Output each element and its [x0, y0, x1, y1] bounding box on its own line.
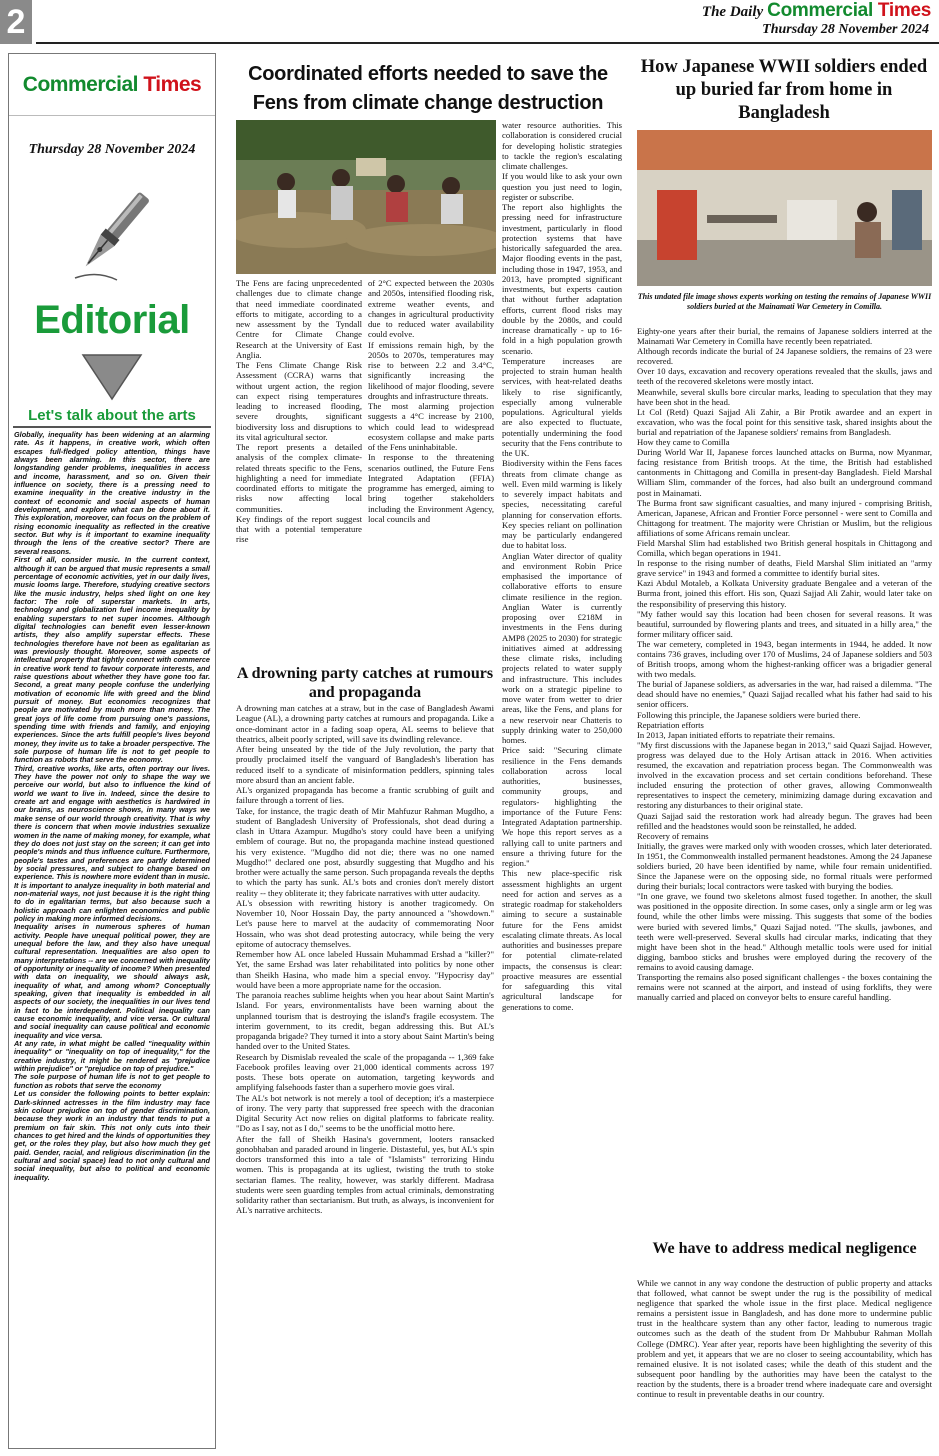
brand-red: Times	[143, 72, 202, 96]
medical-body	[637, 1278, 932, 1448]
japanese-paragraph: Quazi Sajjad said the restoration work had already begun. The graves had been refilled and the headstones would soon be reinstalled, he added.	[637, 810, 932, 831]
japanese-paragraph: Following this principle, the Japanese soldiers were buried there.	[637, 709, 861, 720]
editorial-rule	[13, 426, 211, 428]
drowning-paragraph: Take, for instance, the tragic death of Mir Mahfuzur Rahman Mugdho, a student of Bangladesh University of Professionals, shot dead during a clash in Uttara Azampur. Mugdho's story could have been a unifying emblem of courage. But no, the propaganda machine instead questioned his very existence. "Mugdho did not die; there was no one named Mugdho!" declared one post, absurdly suggesting that Mugdho and his brother were actually the same person. Such propaganda reveals the depths to which the party has sunk. AL's bots and cronies don't merely distort reality -- they obliterate it; they fabricate narratives with utter audacity.	[236, 805, 494, 898]
japanese-paragraph: "In one grave, we found two skeletons almost fused together. In another, the skull was positioned in the opposite direction. In some cases, only a single arm or leg was found, while the other limbs were missing. This suggests that some of the bodies were buried with severed limbs," Quazi Sajjad noted. "The skulls, jawbones, and teeth were well-preserved. Several skulls had circular marks, indicating that they might have been shot in the head." Although metallic tools were used for initial digging, bamboo sticks and brushes were employed during the recovery of the remains to avoid causing damage.	[637, 891, 932, 972]
drowning-paragraph: AL's organized propaganda has become a frantic scrubbing of guilt and failure through a torrent of lies.	[236, 785, 494, 806]
japanese-paragraph: Initially, the graves were marked only with wooden crosses, which later deteriorated. In 1951, the Commonwealth installed permanent headstones. Among the 24 Japanese soldiers buried, 20 have been identified by name, while four remain unidentified. Since the Japanese were on the opposing side, no formal rituals were performed during their burials; local contractors were tasked with burying the bodies.	[637, 840, 932, 892]
masthead-name-green: Commercial	[767, 0, 873, 21]
japanese-body	[637, 326, 932, 1236]
down-arrow-icon	[81, 353, 143, 401]
japanese-paragraph: "My first discussions with the Japanese began in 2013," said Quazi Sajjad. However, progress was delayed due to the Holy Artisan attack in 2016. When activities resumed, the excavation and repatriation process began. The Commonwealth was involved in the excavation process and set certain conditions beforehand. These included ensuring the protection of other graves, allowing Commonwealth representatives to inspect the cemetery, minimizing damage during excavation and restoring any disturbances to their original state.	[637, 739, 932, 811]
fens-paragraph: of 2°C expected between the 2030s and 2050s, intensified flooding risk, extreme weather events, and changes in agricultural productivity due to reduced water availability could evolve.	[368, 278, 494, 340]
drowning-paragraph: After the fall of Sheikh Hasina's government, looters ransacked gonobhaban and paraded around in lingerie. Distasteful, yes, but AL's spin doctors transformed this into a tale of "Islamists" terrorizing Hindu women. This is propaganda at its ugliest, twisting the truth to stoke sectarian flames. The reality, however, was starkly different. Madrasa students were seen guarding temples from actual criminals, demonstrating solidarity rather than sectarianism. But truth, as always, is inconvenient for AL's narrative architects.	[236, 1133, 494, 1216]
fens-paragraph: The report presents a detailed analysis of the complex climate-related threats specific to the Fens, highlighting a need for immediate coordinated efforts to mitigate the risks now affecting local communities.	[236, 442, 362, 514]
japanese-paragraph: During World War II, Japanese forces launched attacks on Burma, now Myanmar, facing resistance from British troops. At the time, the British had established cantonments in Chittagong and Comilla in present-day Bangladesh. Field Marshal William Slim, commander of the forces, had also built an underground command post in Mainamati.	[637, 447, 932, 498]
drowning-paragraph: Research by Dismislab revealed the scale of the propaganda -- 1,369 fake Facebook profiles leaving over 21,000 identical comments across 197 posts. These bots operate on automation, targeting keywords and amplifying falsehoods faster than a superhero movie goes viral.	[236, 1051, 494, 1093]
masthead-name	[767, 0, 931, 21]
fens-paragraph: If you would like to ask your own question you just need to login, register or subscribe.	[502, 171, 622, 202]
editorial-paragraph: The sole purpose of human life is not to get people to function as robots that serve the economy	[14, 1072, 210, 1090]
drowning-headline: A drowning party catches at rumours and propaganda	[236, 665, 494, 701]
brand-green: Commercial	[22, 72, 139, 96]
medical-headline: We have to address medical negligence	[652, 1240, 917, 1257]
editorial-paragraph: Let us consider the following points to better explain: Dark-skinned actresses in the film industry may face skin colour prejudice on top of gender discrimination, because they work in an industry that tends to put a premium on fair skin. This not only cuts into their chances to get hired and the kinds of opportunities they get, or the roles they play, but also how much they get paid. Gender, racial, and religious discrimination (in the cultural and social space) lead to not only cultural and social inequality, but also to political and economic inequality.	[14, 1089, 210, 1182]
editorial-body	[9, 431, 215, 1182]
drowning-body	[236, 703, 494, 1445]
japanese-paragraph: Over 10 days, excavation and recovery operations revealed that the skulls, jaws and teeth of the recovered skeletons were mostly intact.	[637, 366, 932, 387]
japanese-paragraph: "My father would say this location had been chosen for several reasons. It was beautiful, surrounded by flowering plants and trees, and situated in a hilly area," the former military officer said.	[637, 608, 932, 639]
editorial-date: Thursday 28 November 2024	[28, 142, 196, 157]
editorial-paragraph: Globally, inequality has been widening at an alarming rate. As it happens, in creative work, which often escapes full-fledged policy attention, things have always been alarming. In this sector, there are longstanding gender problems, inequalities in access and income, harassment, and so on. Given their influence on society, there is a pressing need to examine inequality in the creative industry in the context of economic and social aspects of human development, and explore what can be done about it. This exploration, moreover, can focus on the problem of rising economic inequality as reflected in the creative sector. But why is it important to examine inequality through the lens of the creative sector? There are several reasons.	[14, 430, 210, 556]
fens-paragraph: The report also highlights the pressing need for infrastructure investment, particularly in flood protection systems that have historically safeguarded the area. Major flooding events in the past, including those in 1947, 1953, and 2013, have prompted significant investments, but experts caution that without further adaptation efforts, current flood risks may double by the 2080s, and could increase dramatically - up to 16-fold in a high population growth scenario.	[502, 202, 622, 356]
japanese-paragraph: Recovery of remains	[637, 830, 709, 841]
fens-column-2	[368, 278, 494, 664]
editorial-paragraph: Third, creative works, like arts, often portray our lives. They have the power not only to shape the way we perceive our world, but also to influence the kind of world we want to live in. Indeed, since the desire to create art and engage with aesthetics is hardwired in our brains, as neuroscience shows, in many ways we make sense of our world through creativity. That is why there is concern that when movie industries sexualize women in the name of making money, for example, what they do does not just stay on the screen; it can get into people's minds and thus influence culture. Furthermore, people's tastes and preferences are partly determined by social pressures, and subject to change based on experience. This is nowhere more evident than in music. It is important to analyze inequality in both material and non-material ways, not just because it is the right thing to do in egalitarian terms, but also because such a holistic approach can enlighten economics and public policy in making more informed decisions.	[14, 763, 210, 923]
fens-paragraph: The Fens are facing unprecedented challenges due to climate change that need immediate coordinated efforts to mitigate, according to a new assessment by the Tyndall Centre for Climate Change Research at the University of East Anglia.	[236, 278, 362, 360]
fens-headline: Coordinated efforts needed to save the Fens from climate change destruction	[248, 63, 608, 114]
japanese-paragraph: In response to the rising number of deaths, Field Marshal Slim initiated an "army grave service" in 1943 and formed a committee to identify burial sites.	[637, 558, 932, 579]
drowning-paragraph: Remember how AL once labeled Hussain Muhammad Ershad a "killer?" Yet, the same Ershad was later rehabilitated into politics by none other than Sheikh Hasina, who made him a special envoy. "Hypocrisy day" would have been a more appropriate name for the occasion.	[236, 949, 494, 990]
japanese-paragraph: How they came to Comilla	[637, 437, 730, 448]
japanese-paragraph: Eighty-one years after their burial, the remains of Japanese soldiers interred at the Mainamati War Cemetery in Comilla have recently been repatriated.	[637, 326, 932, 347]
fens-paragraph: If emissions remain high, by the 2050s to 2070s, temperatures may rise to between 2.2 and 3.4°C, significantly increasing the likelihood of major flooding, severe droughts and infrastructure threats.	[368, 339, 494, 401]
fens-paragraph: Biodiversity within the Fens faces threats from climate change as well. Even mild warming is likely to severely impact habitats and species, necessitating careful planning for conservation efforts. Key species reliant on pollination may be particularly endangered due to habitat loss.	[502, 458, 622, 551]
japanese-paragraph: Kazi Abdul Motaleb, a Kolkata University graduate Bengalee and a veteran of the Burma front, joined this effort. His son, Quazi Sajjad Ali Zahir, would later take on the responsibility of preserving this history.	[637, 578, 932, 609]
drowning-paragraph: A drowning man catches at a straw, but in the case of Bangladesh Awami League (AL), a drowning party catches at rumours and propaganda. Like a once-dominant actor in a fading soap opera, AL seems to believe that theatrics, albeit poorly scripted, will save its dwindling relevance.	[236, 703, 494, 744]
editorial-headline: Let's talk about the arts	[28, 407, 196, 424]
japanese-paragraph: Transporting the remains also posed significant challenges - the boxes containing the remains were not scanned at the airport, and instead of using forklifts, they were manually carried and placed on conveyor belts to ensure careful handling.	[637, 972, 932, 1003]
masthead	[702, 0, 931, 22]
medical-paragraph: While we cannot in any way condone the destruction of public property and attacks that followed, what cannot be swept under the rug is the possibility of medical negligence that sparked the whole issue in the first place. Medical negligence remains a persistent issue in Bangladesh, and has done more to undermine public trust in the healthcare system than any other factor, leading to numerous tragic outcomes such as the death of the student from Dr Mahbubur Rahman Mollah College (DMRC). Year after year, reports have been highlighting the severity of this problem and yet, it appears that we are no closer to seeing accountability, which has remained elusive. It is not isolated cases; while the death of this student and the subsequent poor handling by the authorities may have been the catalyst to the reaction by the students, there is a broader trend where inadequate care and oversight continue to result in preventable deaths in our country.	[637, 1278, 932, 1400]
fens-paragraph: Price said: "Securing climate resilience in the Fens demands collaboration across local authorities, businesses, community groups, and regulators- highlighting the importance of the Future Fens: Integrated Adaptation partnership. We hope this report serves as a rallying call to unite partners and ensure a thriving future for the region."	[502, 745, 622, 868]
fens-paragraph: Anglian Water director of quality and environment Robin Price emphasised the importance of collaborative efforts to ensure climate resilience in the region. Anglian Water is currently proposing over £218M in investments in the Fens during AMP8 (2025 to 2030) for strategic initiatives aimed at addressing these climate risks, including projects related to water supply and infrastructure. This includes work on a strategic pipeline to move water from wetter to drier areas, like the Fens, and plans for a new reservoir near Chatteris to supply drinking water to 250,000 homes.	[502, 550, 622, 745]
japanese-paragraph: Although records indicate the burial of 24 Japanese soldiers, the remains of 23 were recovered.	[637, 346, 932, 367]
fens-paragraph: The most alarming projection suggests a 4°C increase by 2100, which could lead to widespread ecosystem collapse and make parts of the Fens uninhabitable.	[368, 401, 494, 452]
editorial-brand-bar	[9, 54, 215, 116]
fens-paragraph: This new place-specific risk assessment highlights an urgent need for action and serves as a strategic roadmap for stakeholders aiming to secure a sustainable future for the Fens amidst escalating climate threats. As local authorities and businesses prepare for potential climate-related impacts, the consensus is clear: proactive measures are essential for safeguarding this vital agricultural landscape for generations to come.	[502, 868, 622, 1012]
flood-photo	[236, 120, 496, 274]
japanese-photo-caption: This undated file image shows experts working on testing the remains of Japanese WWII soldiers buried at the Mainamati War Cemetery in Comilla.	[637, 292, 932, 311]
masthead-name-red: Times	[877, 0, 931, 21]
editorial-paragraph: Inequality arises in numerous spheres of human activity. People have unequal political power, they are unequal before the law, and they also have unequal cultural representation. Inequalities are also open to many interpretations -- are we concerned with inequality of opportunity or inequality of income? When presented with data on inequality, we should always ask, inequality of what, and among whom? Conceptually speaking, given that inequality is embedded in all aspects of our society, the inequalities in our lives tend in fact to be interdependent. Political inequality can cause economic inequality, and vice versa. Or cultural and social inequality can cause political and economic inequality and vice versa.	[14, 922, 210, 1040]
japanese-paragraph: In 2013, Japan initiated efforts to repatriate their remains.	[637, 729, 835, 740]
editorial-column	[8, 53, 216, 1449]
japanese-paragraph: Lt Col (Retd) Quazi Sajjad Ali Zahir, a Bir Protik awardee and an expert in excavation, who was the focal point for this sensitive task, shared insights about the burial and repatriation of the Japanese soldiers' remains from Bangladesh.	[637, 406, 932, 437]
masthead-daily: The Daily	[701, 4, 764, 20]
drowning-paragraph: The paranoia reaches sublime heights when you hear about Saint Martin's Island. For years, environmentalists have been warning about the unplanned tourism that is destroying the island's fragile ecosystem. The interim government, to its credit, began addressing this. But AL's propaganda brigade? They turned it into a story about Saint Martin's being handed over to the United States.	[236, 990, 494, 1052]
fens-column-1	[236, 278, 362, 664]
editorial-paragraph: At any rate, in what might be called "inequality within inequality" or "inequality on top of inequality," for the creative industry, it might be rendered as "prejudice within prejudice" or "prejudice on top of prejudice."	[14, 1039, 210, 1074]
excavation-tent-photo	[637, 130, 932, 286]
editorial-section-title: Editorial	[34, 298, 190, 342]
page-number: 2	[0, 0, 32, 44]
japanese-paragraph: Field Marshal Slim had established two British general hospitals in Chittagong and Comilla, which began operations in 1941.	[637, 537, 932, 559]
japanese-headline: How Japanese WWII soldiers ended up buried far from home in Bangladesh	[640, 57, 928, 123]
fens-paragraph: water resource authorities. This collaboration is considered crucial for developing holistic strategies to tackle the region's escalating climate challenges.	[502, 120, 622, 171]
masthead-date: Thursday 28 November 2024	[762, 22, 929, 37]
japanese-paragraph: The burial of Japanese soldiers, as adversaries in the war, had raised a dilemma. "The dead should have no enemies," Quazi Sajjad recalled what his father had said to his senior officers.	[637, 679, 932, 710]
editorial-brand-logo	[23, 73, 201, 97]
editorial-paragraph: First of all, consider music. In the current context, although it can be argued that music represents a small percentage of economic activities, yet in our daily lives, music looms large. Therefore, studying creative sectors like the music industry, helps shed light on one key factor: The role of superstar markets. In arts, technology and globalization fuel income inequality by enabling superstars to net super incomes. Although digital technologies can benefit even lesser-known artists, they also amplify superstar effects. These technologies therefore have not been as egalitarian as was previously thought. Moreover, some aspects of intellectual property that tightly connect with commerce in creative work tend to favour corporate interests, and raise questions about whether they have gone too far. Second, a great many people confuse the underlying motivation of economic life with greed and the blind pursuit of money. But economics recognizes that people are motivated by much more than money. The great joys of life come from pursuing one's passions, spending time with friends and family, and enjoying experiences. Since the arts fulfill people's lives beyond money, they invite us to take a broader perspective. The sole purpose of human life is not to get people to function as robots that serve the economy.	[14, 555, 210, 765]
drowning-paragraph: After being unseated by the tide of the July revolution, the party that proudly proclaimed itself the vanguard of Bangladesh's liberation has reduced itself to a syndicate of misinformation peddlers, spinning tales more absurd than an ancient fable.	[236, 744, 494, 785]
japanese-paragraph: The Burma front saw significant casualties, and many injured - comprising British, American, Japanese, African and Frontier Force personnel - were sent to Comilla and Chittagong for treatment. The majority were Christian or Muslim, but the religious affiliations of some Africans remain unclear.	[637, 497, 932, 538]
drowning-paragraph: The AL's bot network is not merely a tool of deception; it's a masterpiece of irony. The very party that suppressed free speech with the draconian Digital Security Act now relies on digital platforms to fabricate reality. "Do as I say, not as I do," seems to be the unofficial motto here.	[236, 1092, 494, 1134]
fens-paragraph: Temperature increases are projected to strain human health services, with heat-related deaths likely to rise significantly, especially among vulnerable populations. Agricultural yields are also expected to fluctuate, potentially undermining the food security that the Fens contribute to the UK.	[502, 355, 622, 458]
top-divider	[36, 42, 939, 44]
fountain-pen-icon	[57, 180, 167, 290]
fens-column-3	[502, 120, 622, 1438]
fens-paragraph: Key findings of the report suggest that with a potential temperature rise	[236, 513, 362, 545]
fens-paragraph: In response to the threatening scenarios outlined, the Future Fens Integrated Adaptation (FFIA) programme has emerged, aiming to bring together stakeholders including the Environment Agency, local councils and	[368, 452, 494, 524]
fens-paragraph: The Fens Climate Change Risk Assessment (CCRA) warns that without urgent action, the region can expect rising temperatures leading to increased flooding, severe droughts, significant biodiversity loss and disruptions to its vital agricultural sector.	[236, 360, 362, 442]
japanese-paragraph: The war cemetery, completed in 1943, began interments in 1944, he added. It now contains 736 graves, including over 170 of Muslims, 24 of Japanese soldiers and 503 of British troops, among whom the highest-ranking officer was a brigadier general with two medals.	[637, 638, 932, 680]
japanese-paragraph: Repatriation efforts	[637, 719, 704, 730]
drowning-paragraph: AL's obsession with rewriting history is another tragicomedy. On November 10, Noor Hossain Day, the party announced a "showdown." Let's pause here to marvel at the audacity of commemorating Noor Hossain, who was shot dead protesting autocracy, while being the very epitome of autocracy themselves.	[236, 897, 494, 949]
japanese-paragraph: Meanwhile, several skulls bore circular marks, leading to speculation that they may have been shot in the head.	[637, 386, 932, 407]
